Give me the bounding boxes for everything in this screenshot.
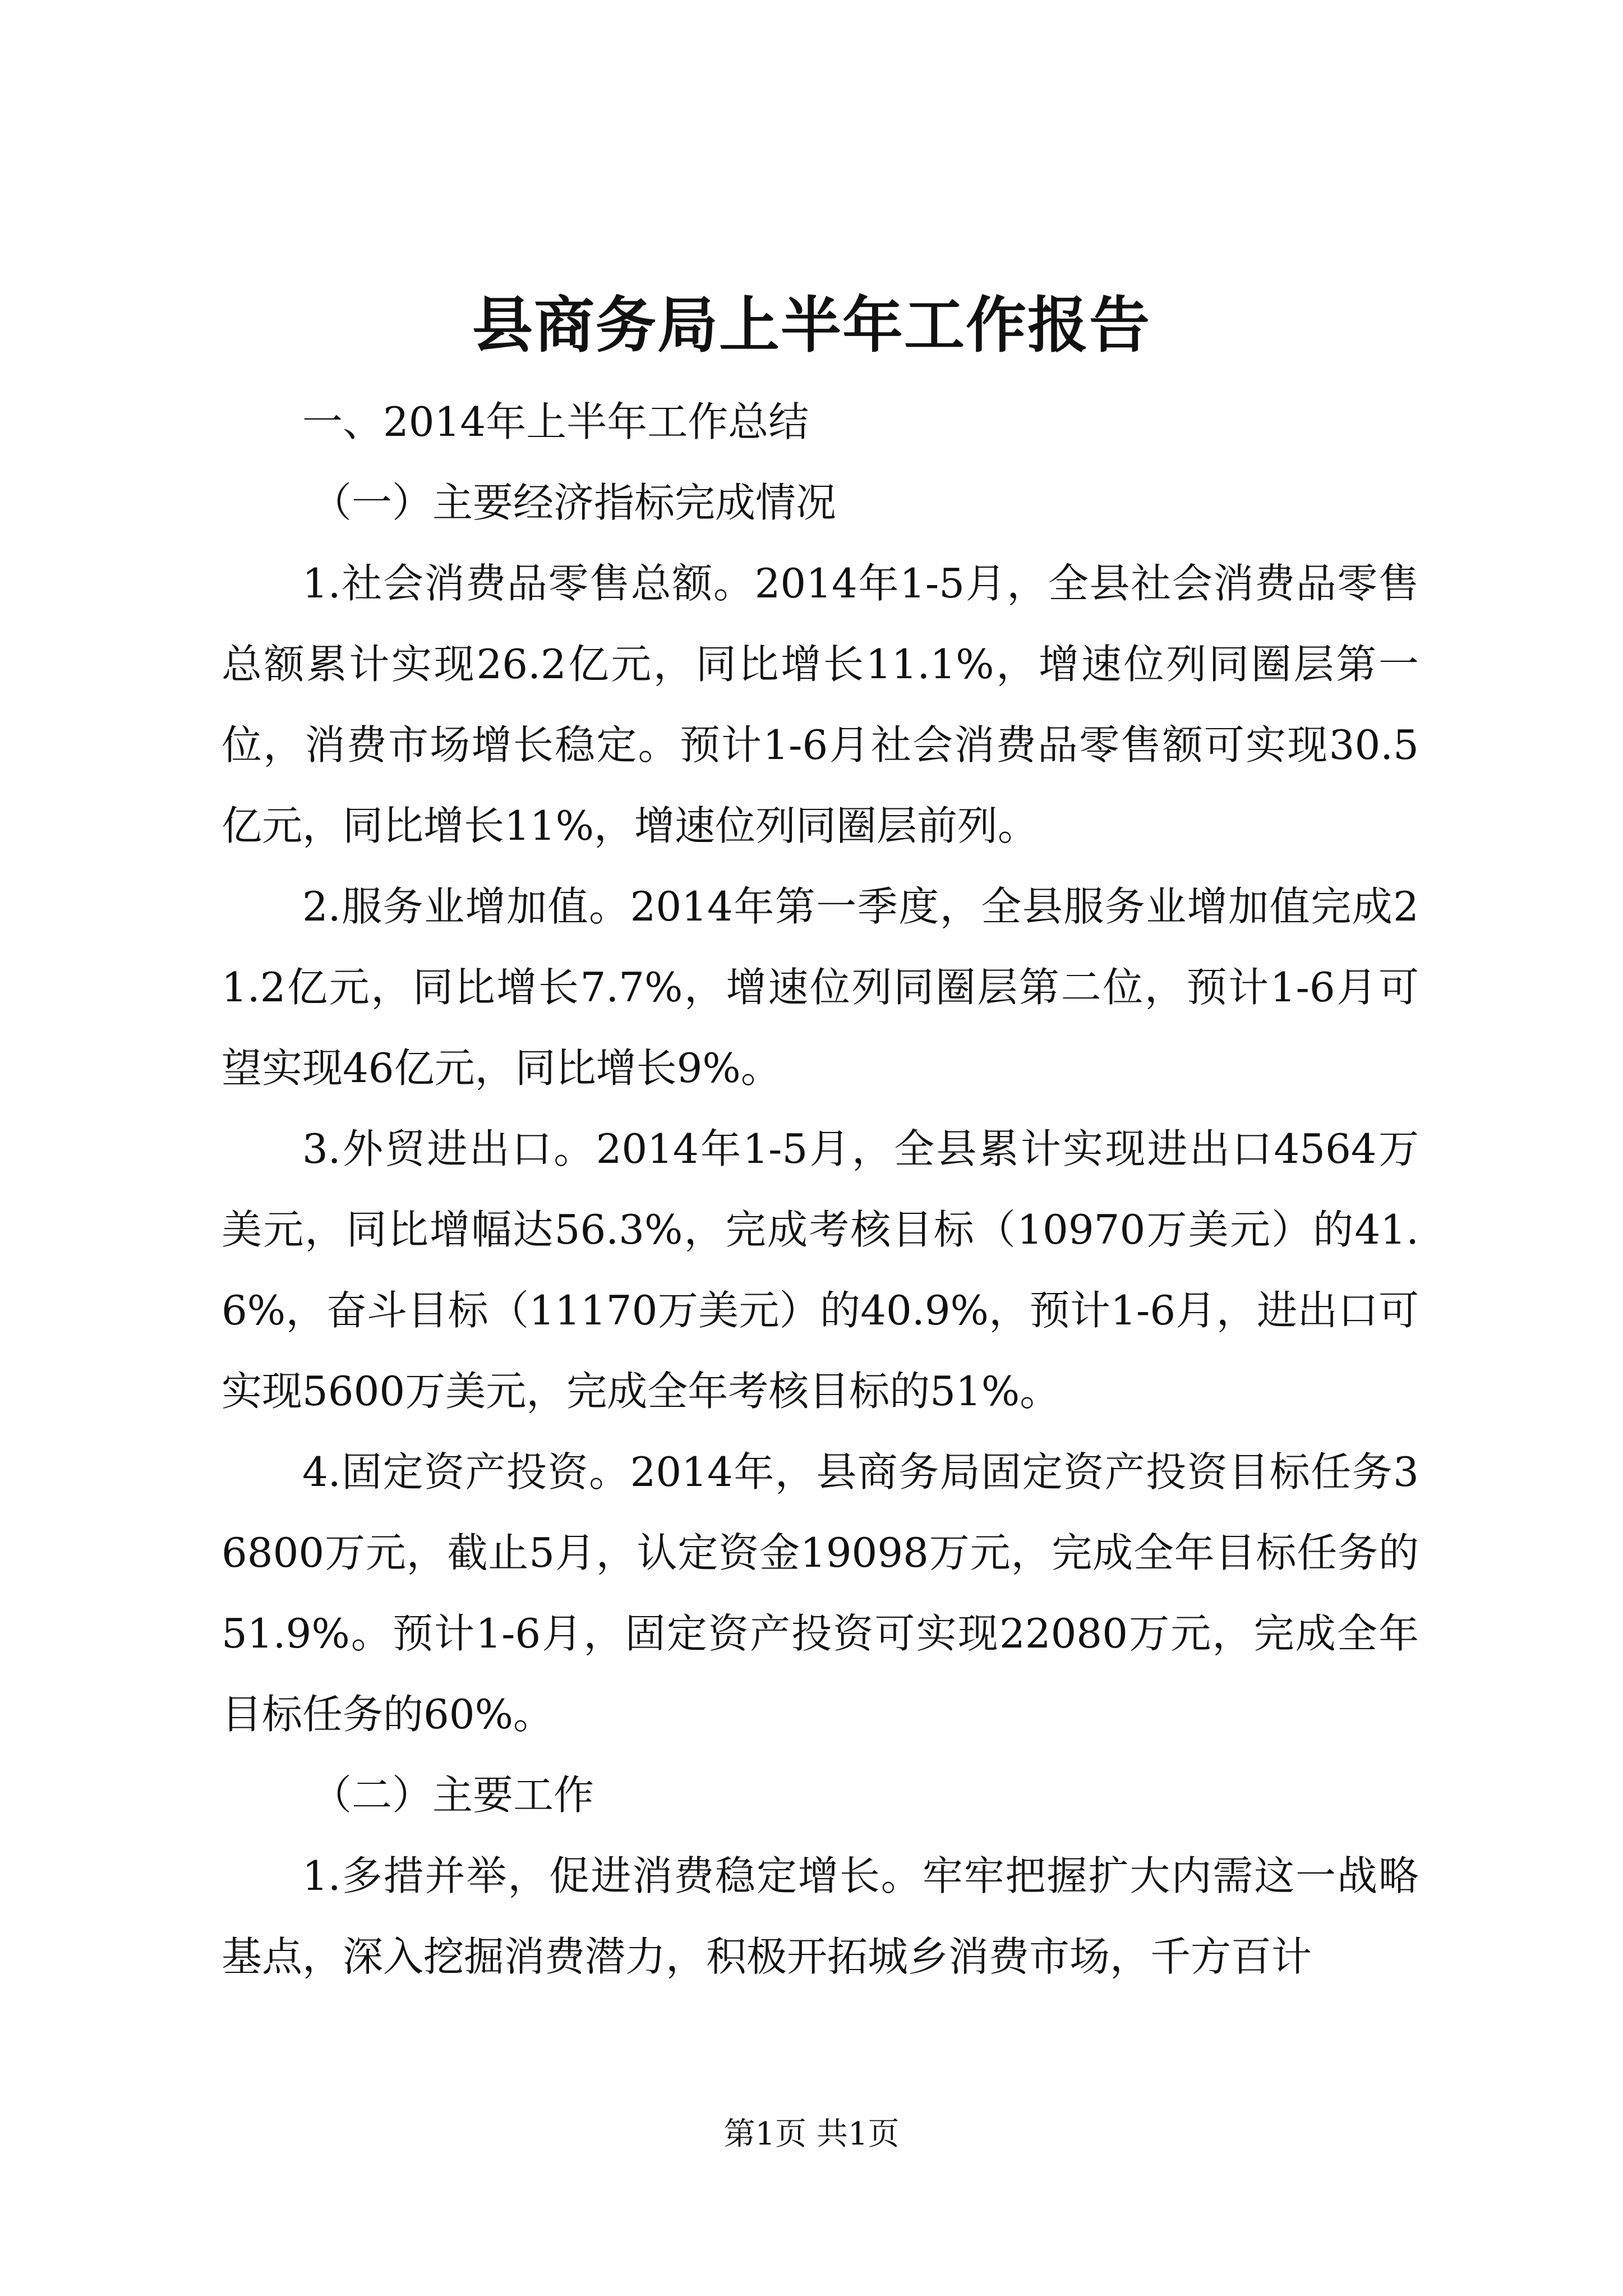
paragraph: 2.服务业增加值。2014年第一季度，全县服务业增加值完成21.2亿元，同比增长7.7%，增速位列同圈层第二位，预计1-6月可望实现46亿元，同比增长9%。 bbox=[222, 883, 1419, 1092]
paragraph: 3.外贸进出口。2014年1-5月，全县累计实现进出口4564万美元，同比增幅达56.3%，完成考核目标（10970万美元）的41.6%，奋斗目标（11170万美元）的40.9%，预计1-6月，进出口可实现5600万美元，完成全年考核目标的51%。 bbox=[222, 1125, 1419, 1415]
paragraph: 1.社会消费品零售总额。2014年1-5月，全县社会消费品零售总额累计实现26.2亿元，同比增长11.1%，增速位列同圈层第一位，消费市场增长稳定。预计1-6月社会消费品零售额可实现30.5亿元，同比增长11%，增速位列同圈层前列。 bbox=[222, 560, 1419, 849]
subsection-heading: （一）主要经济指标完成情况 bbox=[311, 479, 837, 526]
page-footer: 第1页 共1页 bbox=[723, 2116, 900, 2152]
paragraph: 1.多措并举，促进消费稳定增长。牢牢把握扩大内需这一战略基点，深入挖掘消费潜力，积极开拓城乡消费市场，千方百计 bbox=[222, 1852, 1419, 1980]
subsection-heading: （二）主要工作 bbox=[311, 1772, 594, 1819]
paragraph: 4.固定资产投资。2014年，县商务局固定资产投资目标任务36800万元，截止5月，认定资金19098万元，完成全年目标任务的51.9%。预计1-6月，固定资产投资可实现22080万元，完成全年目标任务的60%。 bbox=[222, 1448, 1419, 1738]
section-heading: 一、2014年上半年工作总结 bbox=[302, 398, 809, 445]
document-body bbox=[222, 381, 1419, 1997]
document-title: 县商务局上半年工作报告 bbox=[472, 290, 1151, 361]
